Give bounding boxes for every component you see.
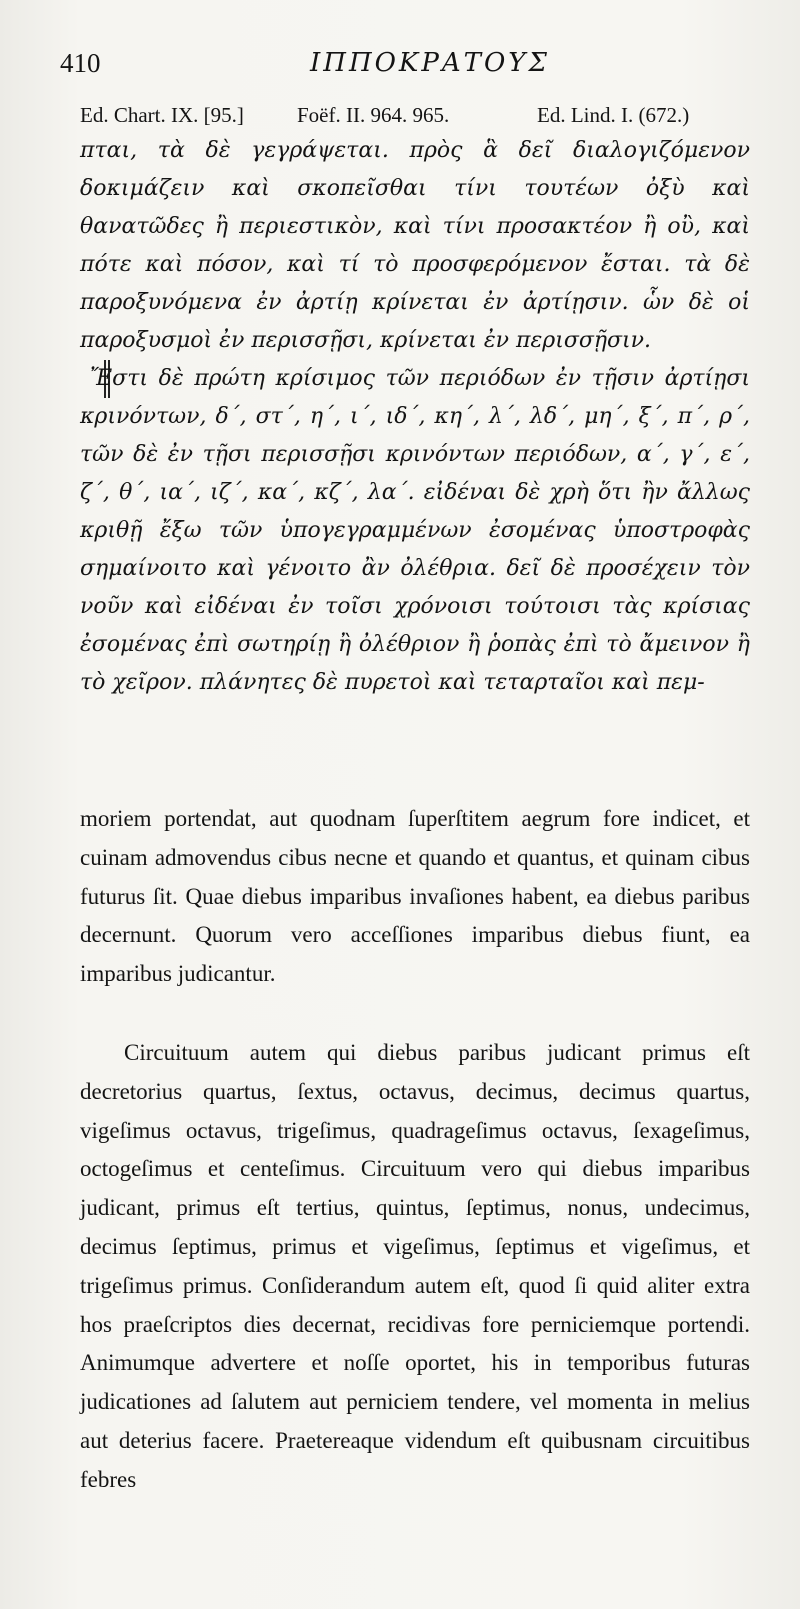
- running-title: ΙΠΠΟΚΡΑΤΟΥΣ: [310, 48, 550, 78]
- page-header: [60, 48, 750, 88]
- lind-edition-ref: Ed. Lind. I. (672.): [537, 103, 690, 127]
- latin-paragraph-1: moriem portendat, aut quodnam ſuperſtitem aegrum fore indicet, et cuinam admovendus cibus necne et quando et quantus, et quinam cibus futurus ſit. Quae diebus imparibus invaſiones habent, ea diebus paribus decernunt. Quorum vero acceſſiones imparibus diebus fiunt, ea imparibus judicantur.: [80, 806, 750, 987]
- chartier-edition-ref: Ed. Chart. IX. [95.]: [80, 103, 244, 127]
- greek-paragraph-1: πται, τὰ δὲ γεγράψεται. πρὸς ἃ δεῖ διαλογιζόμενον δοκιμάζειν καὶ σκοπεῖσθαι τίνι τουτέων ὀξὺ καὶ θανατῶδες ἢ περιεστικὸν, καὶ τίνι προσακτέον ἢ οὒ, καὶ πότε καὶ πόσον, καὶ τί τὸ προσφερόμενον ἔσται. τὰ δὲ παροξυνόμενα ἐν ἀρτίῃ κρίνεται ἐν ἀρτίῃσιν. ὧν δὲ οἱ παροξυσμοὶ ἐν περισσῇσι, κρίνεται ἐν περισσῇσιν.: [80, 138, 750, 353]
- greek-paragraph-2: Ἔστι δὲ πρώτη κρίσιμος τῶν περιόδων ἐν τῇσιν ἀρτίῃσι κρινόντων, δ΄, στ΄, η΄, ι΄, ιδ΄, κη΄, λ΄, λδ΄, μη΄, ξ΄, π΄, ρ΄, τῶν δὲ ἐν τῇσι περισσῇσι κρινόντων περιόδων, α΄, γ΄, ε΄, ζ΄, θ΄, ια΄, ιζ΄, κα΄, κζ΄, λα΄. εἰδέναι δὲ χρὴ ὅτι ἢν ἄλλως κριθῇ ἔξω τῶν ὑπογεγραμμένων ἐσομένας ὑποστροφὰς σημαίνοιτο καὶ γένοιτο ἂν ὀλέθρια. δεῖ δὲ προσέχειν τὸν νοῦν καὶ εἰδέναι ἐν τοῖσι χρόνοισι τούτοισι τὰς κρίσιας ἐσομένας ἐπὶ σωτηρίῃ ἢ ὀλέθριον ἢ ῥοπὰς ἐπὶ τὸ ἄμεινον ἢ τὸ χεῖρον. πλάνητες δὲ πυρετοὶ καὶ τεταρταῖοι καὶ πεμ-: [80, 366, 750, 695]
- latin-paragraph-2: Circuituum autem qui diebus paribus judicant primus eſt decretorius quartus, ſextus, octavus, decimus, decimus quartus, vigeſimus octavus, trigeſimus, quadrageſimus octavus, ſexageſimus, octogeſimus et centeſimus. Circuituum vero qui diebus imparibus judicant, primus eſt tertius, quintus, ſeptimus, nonus, undecimus, decimus ſeptimus, primus et vigeſimus, ſeptimus et vigeſimus, et trigeſimus primus. Conſiderandum autem eſt, quod ſi quid aliter extra hos praeſcriptos dies decernat, recidivas fore perniciemque portendi. Animumque advertere et noſſe oportet, his in temporibus futuras judicationes ad ſalutem aut perniciem tendere, vel momenta in melius aut deterius facere. Praetereaque videndum eſt quibusnam circuitibus febres: [80, 1040, 750, 1492]
- page-number: 410: [60, 48, 101, 78]
- foes-edition-ref: Foëf. II. 964. 965.: [297, 103, 450, 127]
- edition-references: [80, 103, 750, 133]
